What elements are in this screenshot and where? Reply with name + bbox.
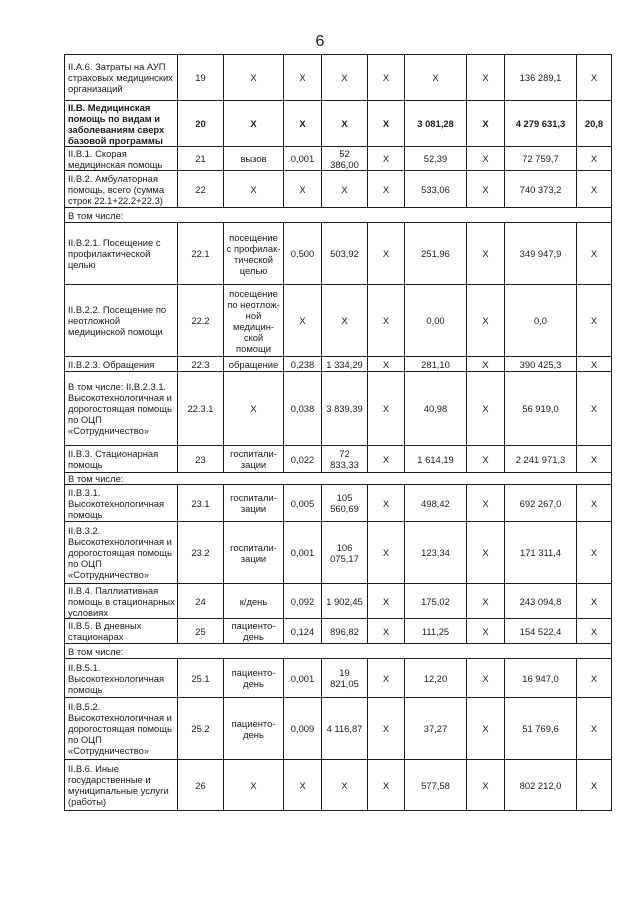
table-cell: 72 759,7 <box>505 147 577 171</box>
table-cell: госпитали-зации <box>224 522 284 584</box>
table-cell: Х <box>467 584 505 619</box>
table-cell: Х <box>577 372 612 446</box>
table-cell: 0,238 <box>284 357 322 372</box>
table-cell: Х <box>368 760 405 811</box>
table-row <box>65 698 612 760</box>
table-cell: 25 <box>178 619 224 644</box>
table-cell: 740 373,2 <box>505 171 577 208</box>
table-cell: 0,001 <box>284 659 322 698</box>
table-cell: 20 <box>178 101 224 147</box>
table-cell: Х <box>467 285 505 357</box>
table-cell: 0,092 <box>284 584 322 619</box>
table-cell: 0,038 <box>284 372 322 446</box>
table-cell: 25.2 <box>178 698 224 760</box>
table-row <box>65 522 612 584</box>
table-cell: Х <box>368 659 405 698</box>
table-cell: Х <box>467 760 505 811</box>
table-cell: 1 614,19 <box>405 446 467 473</box>
table-cell: 52,39 <box>405 147 467 171</box>
table-cell: 0,0 <box>505 285 577 357</box>
table-cell: обращение <box>224 357 284 372</box>
table-cell: 25.1 <box>178 659 224 698</box>
table-cell: Х <box>368 372 405 446</box>
table-cell: 23 <box>178 446 224 473</box>
table-row <box>65 171 612 208</box>
table-cell: Х <box>368 446 405 473</box>
table-cell: 4 279 631,3 <box>505 101 577 147</box>
row-name-cell: II.В.5.1. Высокотехнологичная помощь <box>65 659 178 698</box>
table-cell: Х <box>284 285 322 357</box>
table-cell: Х <box>284 760 322 811</box>
table-cell: Х <box>467 446 505 473</box>
table-cell: 72 833,33 <box>322 446 368 473</box>
table-cell: 21 <box>178 147 224 171</box>
table-cell: Х <box>577 522 612 584</box>
row-name-cell: II.В.3. Стационарная помощь <box>65 446 178 473</box>
table-cell: Х <box>467 619 505 644</box>
table-cell: Х <box>577 446 612 473</box>
table-cell: 2 241 971,3 <box>505 446 577 473</box>
table-cell: Х <box>577 285 612 357</box>
table-cell: 23.2 <box>178 522 224 584</box>
table-cell: Х <box>467 698 505 760</box>
table-cell: Х <box>467 372 505 446</box>
table-row <box>65 372 612 446</box>
row-name-cell: II.В.5. В дневных стационарах <box>65 619 178 644</box>
table-cell: Х <box>467 357 505 372</box>
table-cell: Х <box>284 55 322 101</box>
table-cell: 281,10 <box>405 357 467 372</box>
section-label: В том числе: <box>65 208 612 223</box>
table-cell: 0,022 <box>284 446 322 473</box>
budget-table <box>64 54 612 811</box>
table-cell: 349 947,9 <box>505 223 577 285</box>
table-cell: Х <box>467 55 505 101</box>
table-cell: госпитали-зации <box>224 446 284 473</box>
table-cell: Х <box>577 171 612 208</box>
table-cell: 22.3 <box>178 357 224 372</box>
table-cell: Х <box>368 522 405 584</box>
table-cell: Х <box>577 698 612 760</box>
table-cell: посещение по неотлож-ной медицин-ской помощи <box>224 285 284 357</box>
table-cell: 24 <box>178 584 224 619</box>
table-row <box>65 208 612 223</box>
section-label: В том числе: <box>65 473 612 485</box>
table-cell: 0,00 <box>405 285 467 357</box>
row-name-cell: В том числе: II.В.2.3.1. Высокотехнологичная и дорогостоящая помощь по ОЦП «Сотрудничество» <box>65 372 178 446</box>
table-cell: Х <box>322 760 368 811</box>
table-row <box>65 619 612 644</box>
table-cell: 802 212,0 <box>505 760 577 811</box>
table-cell: 0,500 <box>284 223 322 285</box>
table-cell: 40,98 <box>405 372 467 446</box>
table-cell: пациенто-день <box>224 698 284 760</box>
table-cell: 51 769,6 <box>505 698 577 760</box>
table-cell: 19 <box>178 55 224 101</box>
table-cell: Х <box>467 223 505 285</box>
table-cell: 105 560,69 <box>322 485 368 522</box>
table-row <box>65 659 612 698</box>
row-name-cell: II.В.2.2. Посещение по неотложной медицинской помощи <box>65 285 178 357</box>
table-cell: Х <box>467 659 505 698</box>
table-cell: 1 334,29 <box>322 357 368 372</box>
row-name-cell: II.В.2.3. Обращения <box>65 357 178 372</box>
table-cell: 26 <box>178 760 224 811</box>
table-cell: 0,124 <box>284 619 322 644</box>
table-row <box>65 584 612 619</box>
table-cell: 171 311,4 <box>505 522 577 584</box>
section-label: В том числе: <box>65 644 612 659</box>
row-name-cell: II.В.3.2. Высокотехнологичная и дорогостоящая помощь по ОЦП «Сотрудничество» <box>65 522 178 584</box>
table-cell: Х <box>577 223 612 285</box>
table-cell: Х <box>467 147 505 171</box>
table-cell: Х <box>368 619 405 644</box>
table-cell: 23.1 <box>178 485 224 522</box>
table-row <box>65 446 612 473</box>
table-cell: Х <box>577 659 612 698</box>
table-cell: Х <box>224 55 284 101</box>
table-cell: госпитали-зации <box>224 485 284 522</box>
table-cell: Х <box>368 55 405 101</box>
row-name-cell: II.В. Медицинская помощь по видам и заболеваниям сверх базовой программы <box>65 101 178 147</box>
table-cell: Х <box>368 171 405 208</box>
table-row <box>65 473 612 485</box>
table-row <box>65 285 612 357</box>
table-cell: к/день <box>224 584 284 619</box>
table-cell: 56 919,0 <box>505 372 577 446</box>
table-cell: Х <box>368 223 405 285</box>
table-cell: Х <box>368 584 405 619</box>
row-name-cell: II.В.2. Амбулаторная помощь, всего (сумма строк 22.1+22.2+22.3) <box>65 171 178 208</box>
page-number: 6 <box>315 33 325 50</box>
row-name-cell: II.В.2.1. Посещение с профилактической целью <box>65 223 178 285</box>
table-cell: 390 425,3 <box>505 357 577 372</box>
table-cell: Х <box>322 171 368 208</box>
table-cell: 111,25 <box>405 619 467 644</box>
table-cell: Х <box>368 101 405 147</box>
table-cell: Х <box>577 760 612 811</box>
table-cell: 4 116,87 <box>322 698 368 760</box>
table-cell: Х <box>284 101 322 147</box>
row-name-cell: II.В.1. Скорая медицинская помощь <box>65 147 178 171</box>
table-cell: Х <box>322 285 368 357</box>
table-cell: Х <box>577 584 612 619</box>
table-row <box>65 357 612 372</box>
table-cell: Х <box>322 101 368 147</box>
table-cell: 20,8 <box>577 101 612 147</box>
row-name-cell: II.В.4. Паллиативная помощь в стационарных условиях <box>65 584 178 619</box>
table-cell: 1 902,45 <box>322 584 368 619</box>
table-cell: 498,42 <box>405 485 467 522</box>
table-cell: Х <box>467 522 505 584</box>
table-cell: 106 075,17 <box>322 522 368 584</box>
table-cell: 154 522,4 <box>505 619 577 644</box>
row-name-cell: II.В.3.1. Высокотехнологичная помощь <box>65 485 178 522</box>
table-cell: Х <box>467 101 505 147</box>
table-row <box>65 644 612 659</box>
table-row <box>65 760 612 811</box>
table-cell: Х <box>467 171 505 208</box>
table-cell: пациенто-день <box>224 659 284 698</box>
table-cell: вызов <box>224 147 284 171</box>
table-cell: 19 821,05 <box>322 659 368 698</box>
table-cell: 243 094,8 <box>505 584 577 619</box>
table-cell: 251,96 <box>405 223 467 285</box>
table-cell: 0,001 <box>284 522 322 584</box>
table-cell: Х <box>577 147 612 171</box>
table-cell: 0,001 <box>284 147 322 171</box>
table-cell: 175,02 <box>405 584 467 619</box>
table-cell: 3 081,28 <box>405 101 467 147</box>
table-cell: 3 839,39 <box>322 372 368 446</box>
table-cell: Х <box>368 285 405 357</box>
table-cell: Х <box>224 760 284 811</box>
table-cell: пациенто-день <box>224 619 284 644</box>
table-cell: 896,82 <box>322 619 368 644</box>
table-cell: Х <box>405 55 467 101</box>
table-row <box>65 55 612 101</box>
table-cell: 16 947,0 <box>505 659 577 698</box>
row-name-cell: II.В.6. Иные государственные и муниципальные услуги (работы) <box>65 760 178 811</box>
table-cell: 0,005 <box>284 485 322 522</box>
table-cell: Х <box>368 357 405 372</box>
table-cell: Х <box>467 485 505 522</box>
row-name-cell: II.А.6. Затраты на АУП страховых медицинских организаций <box>65 55 178 101</box>
table-row <box>65 147 612 171</box>
table-cell: Х <box>368 485 405 522</box>
table-row <box>65 485 612 522</box>
table-cell: 0,009 <box>284 698 322 760</box>
table-cell: 123,34 <box>405 522 467 584</box>
table-cell: 22.1 <box>178 223 224 285</box>
table-cell: Х <box>577 357 612 372</box>
table-cell: Х <box>368 147 405 171</box>
table-cell: 692 267,0 <box>505 485 577 522</box>
table-cell: 577,58 <box>405 760 467 811</box>
table-cell: 12,20 <box>405 659 467 698</box>
table-cell: Х <box>224 372 284 446</box>
table-cell: 52 386,00 <box>322 147 368 171</box>
row-name-cell: II.В.5.2. Высокотехнологичная и дорогостоящая помощь по ОЦП «Сотрудничество» <box>65 698 178 760</box>
table-row <box>65 223 612 285</box>
table-cell: 22 <box>178 171 224 208</box>
table-cell: 503,92 <box>322 223 368 285</box>
table-cell: Х <box>368 698 405 760</box>
table-cell: 37,27 <box>405 698 467 760</box>
table-cell: Х <box>577 55 612 101</box>
table-cell: Х <box>224 171 284 208</box>
table-cell: 22.3.1 <box>178 372 224 446</box>
table-cell: Х <box>322 55 368 101</box>
table-cell: Х <box>577 619 612 644</box>
table-cell: 136 289,1 <box>505 55 577 101</box>
table-row <box>65 101 612 147</box>
table-cell: 533,06 <box>405 171 467 208</box>
table-cell: 22.2 <box>178 285 224 357</box>
table-cell: Х <box>284 171 322 208</box>
table-cell: Х <box>577 485 612 522</box>
table-cell: посещение с профилак-тической целью <box>224 223 284 285</box>
table-cell: Х <box>224 101 284 147</box>
